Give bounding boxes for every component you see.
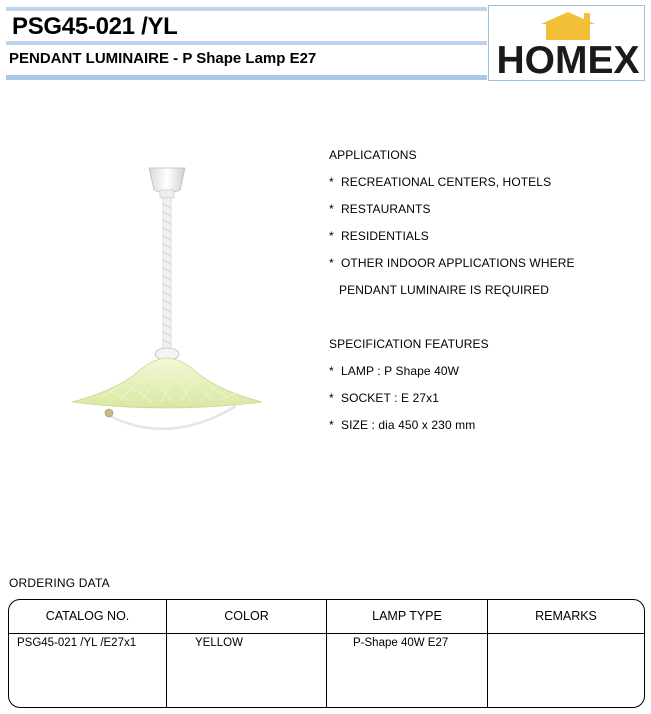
product-code: PSG45-021 /YL (12, 13, 178, 40)
bullet: * (329, 229, 334, 243)
list-item (329, 223, 575, 250)
spec-lamp: LAMP : P Shape 40W (341, 364, 460, 378)
lamp-image (60, 160, 280, 445)
ordering-table (8, 599, 645, 708)
logo-chimney (584, 13, 590, 22)
application-continuation: PENDANT LUMINAIRE IS REQUIRED (339, 283, 550, 297)
specification-title: SPECIFICATION FEATURES (329, 337, 489, 351)
application-item: RESTAURANTS (341, 202, 431, 216)
column-header-remarks: REMARKS (535, 609, 597, 623)
applications-title: APPLICATIONS (329, 148, 417, 162)
header-bottom-bar (6, 75, 487, 80)
list-item (329, 196, 575, 223)
bullet: * (329, 418, 334, 432)
spec-size: SIZE : dia 450 x 230 mm (341, 418, 476, 432)
application-item: RECREATIONAL CENTERS, HOTELS (341, 175, 552, 189)
cell-catalog: PSG45-021 /YL /E27x1 (17, 637, 137, 649)
application-item: OTHER INDOOR APPLICATIONS WHERE (341, 256, 575, 270)
list-item (329, 250, 575, 277)
ordering-title: ORDERING DATA (9, 576, 110, 590)
bullet: * (329, 175, 334, 189)
logo-text: HOMEX (496, 39, 640, 82)
column-header-color: COLOR (224, 609, 269, 623)
list-item (329, 385, 575, 412)
column-header-catalog: CATALOG NO. (45, 609, 130, 623)
spec-socket: SOCKET : E 27x1 (341, 391, 439, 405)
cell-lamp-type: P-Shape 40W E27 (353, 637, 449, 649)
cell-color: YELLOW (195, 637, 243, 649)
product-subtitle: PENDANT LUMINAIRE - P Shape Lamp E27 (9, 50, 317, 67)
bullet: * (329, 364, 334, 378)
lamp-pull-knob (105, 409, 113, 417)
bullet: * (329, 202, 334, 216)
list-item (329, 412, 575, 439)
header-middle-bar (6, 41, 487, 45)
column-header-lamp-type: LAMP TYPE (372, 609, 442, 623)
lamp-canopy (149, 168, 185, 193)
header-top-bar (6, 7, 487, 11)
list-item (329, 358, 575, 385)
homex-logo (488, 5, 645, 81)
lamp-canopy-neck (160, 190, 174, 198)
logo-house-body (546, 24, 590, 40)
info-section (329, 142, 575, 439)
lamp-shade (72, 358, 262, 408)
lamp-bracket (110, 406, 236, 429)
bullet: * (329, 391, 334, 405)
list-item (329, 169, 575, 196)
bullet: * (329, 256, 334, 270)
application-item: RESIDENTIALS (341, 229, 429, 243)
